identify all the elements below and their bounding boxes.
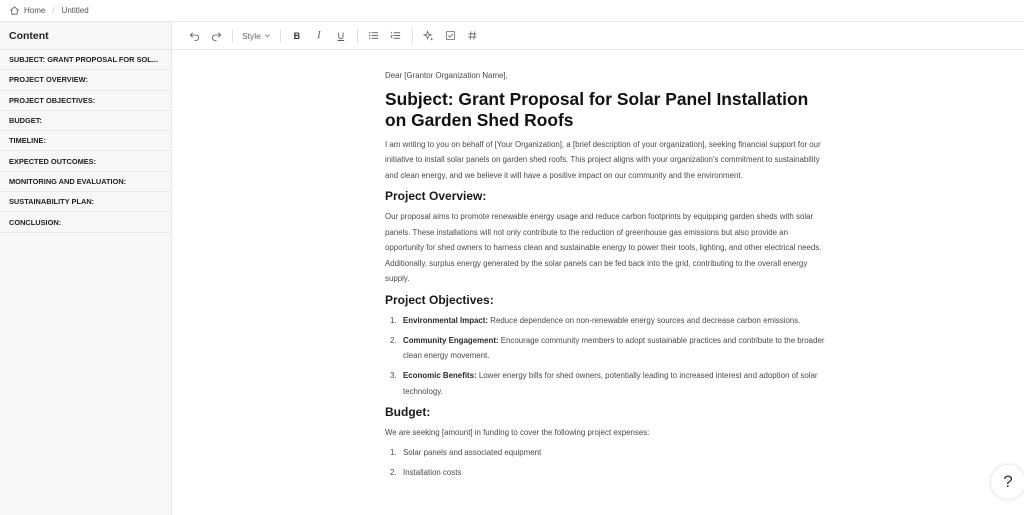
list-number: 1.: [390, 447, 397, 457]
toolbar-divider: [357, 29, 358, 43]
sidebar-item-monitoring[interactable]: MONITORING AND EVALUATION:: [0, 172, 171, 192]
breadcrumb-current[interactable]: Untitled: [61, 6, 89, 15]
editor-toolbar: [173, 22, 1024, 50]
list-number: 3.: [390, 371, 397, 380]
sidebar-item-budget[interactable]: BUDGET:: [0, 111, 171, 131]
redo-icon: [211, 30, 222, 41]
undo-button[interactable]: [183, 26, 205, 46]
sidebar-item-timeline[interactable]: TIMELINE:: [0, 131, 171, 151]
sidebar-item-expected-outcomes[interactable]: EXPECTED OUTCOMES:: [0, 151, 171, 171]
italic-button[interactable]: I: [317, 30, 321, 41]
list-item-text: Installation costs: [403, 467, 462, 477]
breadcrumb-separator: /: [52, 6, 55, 15]
list-item-label: Economic Benefits:: [403, 371, 477, 380]
sidebar-item-sustainability[interactable]: SUSTAINABILITY PLAN:: [0, 192, 171, 212]
bold-button[interactable]: B: [293, 30, 301, 41]
budget-paragraph: We are seeking [amount] in funding to cover the following project expenses:: [385, 428, 650, 437]
list-item: [385, 445, 825, 461]
list-item-text: Lower energy bills for shed owners, potentially leading to increased interest and adoption of solar technology.: [403, 371, 818, 396]
objectives-heading: Project Objectives:: [385, 292, 494, 307]
list-number: 2.: [390, 335, 397, 345]
list-number: 2.: [390, 467, 397, 477]
objectives-list: [385, 313, 825, 400]
document-title: Subject: Grant Proposal for Solar Panel Installation on Garden Shed Roofs: [385, 88, 809, 130]
list-number: 1.: [390, 315, 397, 325]
list-item-content: [403, 333, 825, 364]
breadcrumb-home-label: Home: [24, 6, 46, 15]
toolbar-divider: [412, 29, 413, 43]
toolbar-divider: [232, 29, 233, 43]
hashtag-button[interactable]: [462, 26, 484, 46]
list-item: [385, 313, 825, 329]
style-dropdown[interactable]: [238, 26, 275, 46]
list-item-content: [403, 368, 825, 399]
list-item-text: Solar panels and associated equipment: [403, 447, 542, 457]
ai-sparkle-icon: [423, 30, 434, 41]
toolbar-divider: [280, 29, 281, 43]
list-item-label: Community Engagement:: [403, 335, 499, 345]
list-item: [385, 465, 825, 481]
undo-icon: [189, 30, 200, 41]
numbered-list-icon: [390, 30, 401, 41]
sidebar-item-subject[interactable]: SUBJECT: GRANT PROPOSAL FOR SOL...: [0, 50, 171, 70]
chevron-down-icon: [264, 32, 271, 39]
overview-heading: Project Overview:: [385, 189, 487, 203]
ai-assist-button[interactable]: [418, 26, 440, 46]
checkbox-icon: [445, 30, 456, 41]
budget-heading: Budget:: [385, 405, 431, 419]
bullet-list-button[interactable]: [363, 26, 385, 46]
budget-list: [385, 445, 825, 481]
list-item-label: Environmental Impact:: [403, 315, 489, 325]
redo-button[interactable]: [205, 26, 227, 46]
breadcrumb-home[interactable]: [9, 5, 45, 16]
list-item-text: Encourage community members to adopt sustainable practices and contribute to the broader clean energy movement.: [403, 335, 825, 360]
underline-button[interactable]: U: [337, 30, 345, 41]
outline-sidebar: [0, 22, 172, 515]
greeting-line: Dear [Grantor Organization Name],: [385, 71, 508, 80]
sidebar-item-conclusion[interactable]: CONCLUSION:: [0, 212, 171, 232]
numbered-list-button[interactable]: [385, 26, 407, 46]
checkbox-button[interactable]: [440, 26, 462, 46]
overview-paragraph: Our proposal aims to promote renewable energy usage and reduce carbon footprints by equipping garden sheds with solar panels. These installations will not only contribute to the reduction of greenhouse gas emissions but also provide an opportunity for shed owners to harness clean and sustainable energy to power their tools, lighting, and other electrical needs. Additionally, surplus energy generated by the solar panels can be fed back into the grid, contributing to the overall energy supply.: [385, 212, 822, 283]
sidebar-item-project-overview[interactable]: PROJECT OVERVIEW:: [0, 70, 171, 90]
document-editor[interactable]: [385, 50, 825, 515]
help-icon: ?: [1003, 472, 1013, 491]
list-item: [385, 333, 825, 364]
style-dropdown-label: Style: [242, 30, 261, 41]
list-item: [385, 368, 825, 399]
hashtag-icon: [467, 30, 478, 41]
bullet-list-icon: [368, 30, 379, 41]
list-item-content: [403, 313, 800, 329]
intro-paragraph: I am writing to you on behalf of [Your Organization], a [brief description of your organization], seeking financial support for our initiative to install solar panels on garden shed roofs. This project aligns with your organization's commitment to sustainability and clean energy, and we believe it will have a positive impact on our community and the environment.: [385, 139, 821, 180]
home-icon: [9, 5, 20, 16]
sidebar-title: Content: [0, 22, 171, 50]
help-button[interactable]: [991, 465, 1024, 499]
list-item-text: Reduce dependence on non-renewable energy sources and decrease carbon emissions.: [488, 315, 801, 325]
breadcrumb: [0, 0, 1024, 22]
sidebar-item-project-objectives[interactable]: PROJECT OBJECTIVES:: [0, 91, 171, 111]
